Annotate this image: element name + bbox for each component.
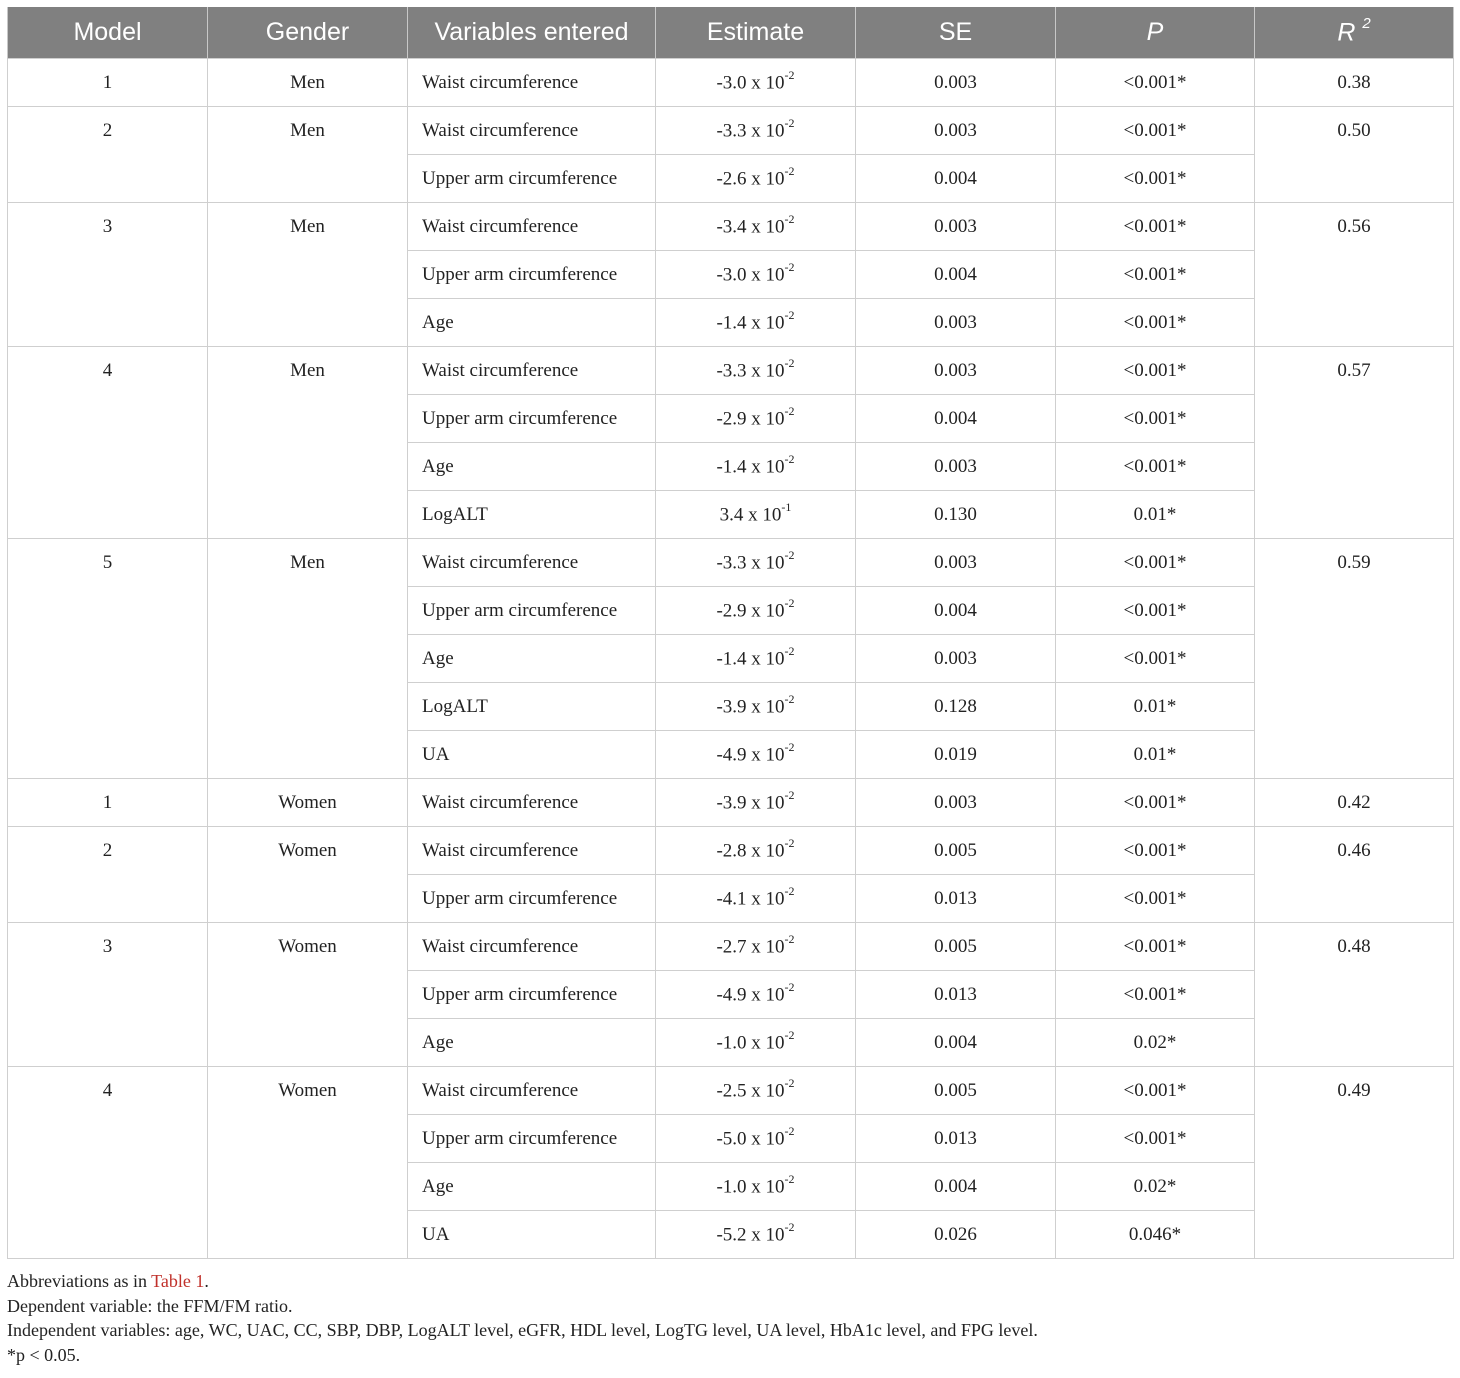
p-value-cell: 0.02* (1056, 1019, 1255, 1067)
estimate-exponent: -2 (784, 596, 795, 611)
estimate-mantissa: -1.0 x 10 (716, 1176, 785, 1198)
p-value-cell: <0.001* (1056, 635, 1255, 683)
estimate-cell (656, 731, 856, 779)
estimate-cell (656, 827, 856, 875)
se-cell: 0.004 (856, 587, 1056, 635)
gender-cell: Men (208, 347, 408, 539)
estimate-exponent: -2 (784, 1172, 795, 1187)
estimate-mantissa: -1.4 x 10 (716, 456, 785, 478)
se-cell: 0.003 (856, 779, 1056, 827)
variable-cell: Upper arm circumference (408, 395, 656, 443)
estimate-cell (656, 491, 856, 539)
p-value-cell: 0.01* (1056, 731, 1255, 779)
r-squared-cell: 0.59 (1255, 539, 1454, 779)
r-squared-cell: 0.57 (1255, 347, 1454, 539)
p-value-cell: <0.001* (1056, 1115, 1255, 1163)
estimate-cell (656, 1211, 856, 1259)
estimate-mantissa: -1.4 x 10 (716, 648, 785, 670)
estimate-cell (656, 395, 856, 443)
se-cell: 0.005 (856, 923, 1056, 971)
estimate-cell (656, 1163, 856, 1211)
estimate-exponent: -2 (784, 452, 795, 467)
header-model: Model (8, 7, 208, 59)
table-row (8, 107, 1454, 155)
estimate-exponent: -2 (784, 884, 795, 899)
variable-cell: Waist circumference (408, 923, 656, 971)
variable-cell: LogALT (408, 491, 656, 539)
p-value-cell: <0.001* (1056, 779, 1255, 827)
se-cell: 0.004 (856, 1163, 1056, 1211)
variable-cell: Age (408, 1163, 656, 1211)
model-cell: 5 (8, 539, 208, 779)
se-cell: 0.004 (856, 251, 1056, 299)
header-variables-entered: Variables entered (408, 7, 656, 59)
estimate-mantissa: -3.3 x 10 (716, 552, 785, 574)
estimate-exponent: -2 (784, 980, 795, 995)
estimate-exponent: -1 (781, 500, 792, 515)
regression-table (7, 7, 1454, 1259)
se-cell: 0.003 (856, 299, 1056, 347)
p-value-cell: 0.01* (1056, 683, 1255, 731)
variable-cell: Age (408, 299, 656, 347)
table-1-link[interactable]: Table 1 (151, 1271, 205, 1291)
model-cell: 1 (8, 779, 208, 827)
p-value-cell: <0.001* (1056, 203, 1255, 251)
se-cell: 0.128 (856, 683, 1056, 731)
gender-cell: Men (208, 203, 408, 347)
header-row (8, 7, 1454, 59)
estimate-cell (656, 1115, 856, 1163)
estimate-mantissa: -2.6 x 10 (716, 168, 785, 190)
estimate-cell (656, 779, 856, 827)
header-r-squared (1255, 7, 1454, 59)
estimate-cell (656, 155, 856, 203)
variable-cell: Age (408, 443, 656, 491)
estimate-cell (656, 587, 856, 635)
model-cell: 4 (8, 1067, 208, 1259)
p-value-cell: <0.001* (1056, 395, 1255, 443)
p-value-cell: <0.001* (1056, 971, 1255, 1019)
table-footnotes (7, 1269, 1453, 1367)
estimate-mantissa: -3.0 x 10 (716, 72, 785, 94)
variable-cell: UA (408, 1211, 656, 1259)
estimate-mantissa: -3.9 x 10 (716, 696, 785, 718)
estimate-mantissa: -3.3 x 10 (716, 360, 785, 382)
variable-cell: Waist circumference (408, 347, 656, 395)
gender-cell: Men (208, 107, 408, 203)
gender-cell: Women (208, 1067, 408, 1259)
estimate-exponent: -2 (784, 1220, 795, 1235)
estimate-mantissa: -4.9 x 10 (716, 744, 785, 766)
p-value-cell: <0.001* (1056, 443, 1255, 491)
p-value-cell: 0.046* (1056, 1211, 1255, 1259)
table-row (8, 59, 1454, 107)
estimate-cell (656, 971, 856, 1019)
estimate-mantissa: -3.9 x 10 (716, 792, 785, 814)
variable-cell: Waist circumference (408, 779, 656, 827)
estimate-exponent: -2 (784, 1076, 795, 1091)
header-r-base: R (1337, 18, 1356, 47)
table-body (8, 59, 1454, 1259)
p-value-cell: 0.02* (1056, 1163, 1255, 1211)
table-row (8, 203, 1454, 251)
se-cell: 0.130 (856, 491, 1056, 539)
footnote-dependent-variable: Dependent variable: the FFM/FM ratio. (7, 1295, 293, 1316)
p-value-cell: <0.001* (1056, 107, 1255, 155)
r-squared-cell: 0.56 (1255, 203, 1454, 347)
p-value-cell: <0.001* (1056, 587, 1255, 635)
model-cell: 2 (8, 107, 208, 203)
estimate-cell (656, 251, 856, 299)
se-cell: 0.003 (856, 539, 1056, 587)
se-cell: 0.005 (856, 1067, 1056, 1115)
se-cell: 0.026 (856, 1211, 1056, 1259)
table-row (8, 779, 1454, 827)
estimate-exponent: -2 (784, 740, 795, 755)
model-cell: 2 (8, 827, 208, 923)
se-cell: 0.003 (856, 635, 1056, 683)
estimate-cell (656, 683, 856, 731)
footnote-significance: *p < 0.05. (7, 1344, 81, 1365)
se-cell: 0.003 (856, 203, 1056, 251)
variable-cell: UA (408, 731, 656, 779)
estimate-mantissa: -1.4 x 10 (716, 312, 785, 334)
gender-cell: Women (208, 827, 408, 923)
variable-cell: Age (408, 1019, 656, 1067)
r-squared-cell: 0.48 (1255, 923, 1454, 1067)
estimate-exponent: -2 (784, 1028, 795, 1043)
estimate-cell (656, 443, 856, 491)
estimate-cell (656, 1019, 856, 1067)
estimate-mantissa: -4.1 x 10 (716, 888, 785, 910)
table-row (8, 539, 1454, 587)
page (7, 7, 1453, 1367)
estimate-exponent: -2 (784, 932, 795, 947)
footnote-independent-variables: Independent variables: age, WC, UAC, CC, SBP, DBP, LogALT level, eGFR, HDL level, LogTG level, UA level, HbA1c level, and FPG level. (7, 1320, 1038, 1340)
gender-cell: Women (208, 779, 408, 827)
estimate-exponent: -2 (784, 548, 795, 563)
estimate-mantissa: -3.4 x 10 (716, 216, 785, 238)
r-squared-cell: 0.42 (1255, 779, 1454, 827)
gender-cell: Women (208, 923, 408, 1067)
p-value-cell: <0.001* (1056, 539, 1255, 587)
estimate-mantissa: -5.2 x 10 (716, 1224, 785, 1246)
r-squared-cell: 0.38 (1255, 59, 1454, 107)
estimate-mantissa: -4.9 x 10 (716, 984, 785, 1006)
r-squared-cell: 0.46 (1255, 827, 1454, 923)
se-cell: 0.005 (856, 827, 1056, 875)
se-cell: 0.019 (856, 731, 1056, 779)
estimate-exponent: -2 (784, 116, 795, 131)
variable-cell: LogALT (408, 683, 656, 731)
header-estimate: Estimate (656, 7, 856, 59)
estimate-mantissa: -2.7 x 10 (716, 936, 785, 958)
p-value-cell: <0.001* (1056, 827, 1255, 875)
variable-cell: Waist circumference (408, 107, 656, 155)
estimate-mantissa: -3.0 x 10 (716, 264, 785, 286)
estimate-exponent: -2 (784, 212, 795, 227)
se-cell: 0.004 (856, 395, 1056, 443)
estimate-cell (656, 347, 856, 395)
estimate-cell (656, 59, 856, 107)
estimate-exponent: -2 (784, 836, 795, 851)
p-value-cell: <0.001* (1056, 251, 1255, 299)
variable-cell: Upper arm circumference (408, 875, 656, 923)
estimate-exponent: -2 (784, 68, 795, 83)
table-row (8, 827, 1454, 875)
estimate-cell (656, 299, 856, 347)
estimate-mantissa: -5.0 x 10 (716, 1128, 785, 1150)
variable-cell: Waist circumference (408, 59, 656, 107)
se-cell: 0.004 (856, 1019, 1056, 1067)
estimate-exponent: -2 (784, 404, 795, 419)
p-value-cell: <0.001* (1056, 875, 1255, 923)
header-p: P (1056, 7, 1255, 59)
variable-cell: Upper arm circumference (408, 587, 656, 635)
r-squared-cell: 0.49 (1255, 1067, 1454, 1259)
variable-cell: Waist circumference (408, 203, 656, 251)
variable-cell: Upper arm circumference (408, 971, 656, 1019)
p-value-cell: <0.001* (1056, 923, 1255, 971)
estimate-exponent: -2 (784, 164, 795, 179)
table-row (8, 347, 1454, 395)
header-r-sup: 2 (1362, 14, 1371, 32)
estimate-mantissa: -1.0 x 10 (716, 1032, 785, 1054)
variable-cell: Waist circumference (408, 1067, 656, 1115)
estimate-mantissa: -2.5 x 10 (716, 1080, 785, 1102)
p-value-cell: <0.001* (1056, 299, 1255, 347)
se-cell: 0.003 (856, 443, 1056, 491)
gender-cell: Men (208, 59, 408, 107)
gender-cell: Men (208, 539, 408, 779)
se-cell: 0.003 (856, 59, 1056, 107)
header-se: SE (856, 7, 1056, 59)
se-cell: 0.003 (856, 107, 1056, 155)
footnote-abbrev-suffix: . (204, 1271, 209, 1291)
estimate-mantissa: 3.4 x 10 (719, 504, 782, 526)
estimate-cell (656, 635, 856, 683)
estimate-exponent: -2 (784, 692, 795, 707)
estimate-mantissa: -3.3 x 10 (716, 120, 785, 142)
p-value-cell: <0.001* (1056, 1067, 1255, 1115)
variable-cell: Waist circumference (408, 827, 656, 875)
se-cell: 0.003 (856, 347, 1056, 395)
estimate-exponent: -2 (784, 644, 795, 659)
estimate-cell (656, 203, 856, 251)
table-header (8, 7, 1454, 59)
variable-cell: Upper arm circumference (408, 155, 656, 203)
p-value-cell: <0.001* (1056, 155, 1255, 203)
model-cell: 3 (8, 923, 208, 1067)
estimate-cell (656, 539, 856, 587)
estimate-exponent: -2 (784, 260, 795, 275)
estimate-mantissa: -2.9 x 10 (716, 408, 785, 430)
p-value-cell: 0.01* (1056, 491, 1255, 539)
model-cell: 3 (8, 203, 208, 347)
model-cell: 1 (8, 59, 208, 107)
se-cell: 0.004 (856, 155, 1056, 203)
estimate-mantissa: -2.9 x 10 (716, 600, 785, 622)
r-squared-cell: 0.50 (1255, 107, 1454, 203)
se-cell: 0.013 (856, 1115, 1056, 1163)
variable-cell: Age (408, 635, 656, 683)
p-value-cell: <0.001* (1056, 347, 1255, 395)
estimate-exponent: -2 (784, 308, 795, 323)
estimate-cell (656, 107, 856, 155)
estimate-exponent: -2 (784, 1124, 795, 1139)
estimate-exponent: -2 (784, 356, 795, 371)
estimate-cell (656, 923, 856, 971)
estimate-cell (656, 875, 856, 923)
table-row (8, 1067, 1454, 1115)
estimate-cell (656, 1067, 856, 1115)
model-cell: 4 (8, 347, 208, 539)
variable-cell: Waist circumference (408, 539, 656, 587)
variable-cell: Upper arm circumference (408, 1115, 656, 1163)
se-cell: 0.013 (856, 875, 1056, 923)
header-gender: Gender (208, 7, 408, 59)
se-cell: 0.013 (856, 971, 1056, 1019)
footnote-abbreviations (7, 1269, 1453, 1294)
table-row (8, 923, 1454, 971)
variable-cell: Upper arm circumference (408, 251, 656, 299)
estimate-exponent: -2 (784, 788, 795, 803)
estimate-mantissa: -2.8 x 10 (716, 840, 785, 862)
p-value-cell: <0.001* (1056, 59, 1255, 107)
footnote-abbrev-text: Abbreviations as in (7, 1271, 152, 1291)
